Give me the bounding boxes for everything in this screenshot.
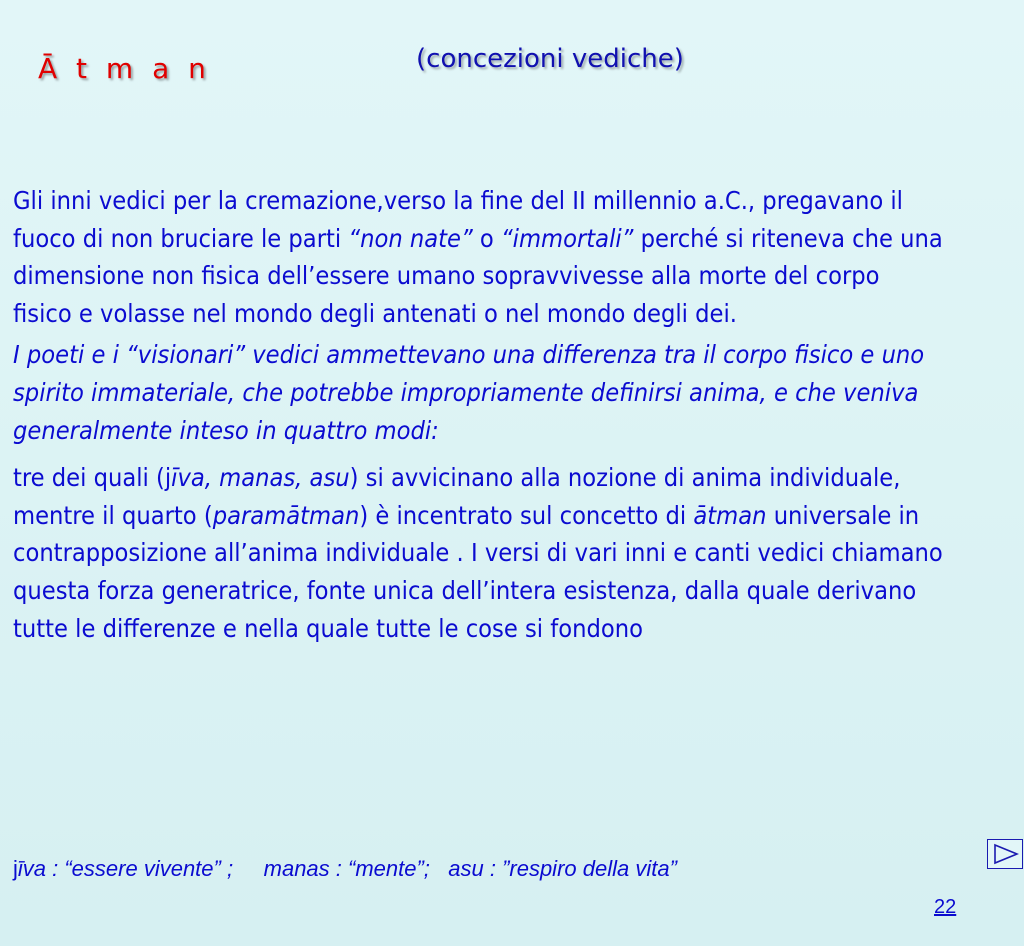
p3-text-e: ) è incentrato sul concetto di (359, 500, 694, 530)
slide-title: Ā t m a n (38, 52, 211, 85)
p3-text-g: universale in contrapposizione all’anima individuale . I versi di vari inni e canti vedici chiamano questa forza generatrice, fonte unica dell’intera esistenza, dalla quale derivano tutte le differenze e nella quale tutte le cose si fondono (13, 500, 943, 643)
p1-immortali: “immortali” (500, 223, 634, 253)
footnote-prefix: j (13, 856, 18, 881)
next-slide-button[interactable] (987, 839, 1023, 869)
paragraph-visionari: I poeti e i “visionari” vedici ammettevano una differenza tra il corpo fisico e uno spirito immateriale, che potrebbe impropriamente definirsi anima, e che veniva generalmente inteso in quattro modi: (13, 340, 925, 445)
paragraph-cremation (13, 182, 943, 332)
play-triangle-icon (993, 843, 1019, 865)
p1-text-e: perché si riteneva che una dimensione non fisica dell’essere umano sopravvivesse alla morte del corpo fisico e volasse nel mondo degli antenati o nel mondo degli dei. (13, 223, 943, 328)
p3-text-a: tre dei quali (j (13, 463, 172, 493)
p1-text-c: o (472, 223, 501, 253)
p3-terms: īva, manas, asu (171, 463, 350, 493)
p3-atman: ātman (693, 500, 767, 530)
p3-text-c: ) si avvicinano alla nozione di anima individuale, mentre il quarto ( (13, 463, 901, 530)
p1-non-nate: “non nate” (348, 223, 473, 253)
slide-body (13, 182, 943, 647)
page-number: 22 (934, 896, 957, 918)
slide-subtitle: (concezioni vediche) (416, 44, 684, 74)
paragraph-quattro-modi (13, 459, 943, 647)
p3-paramatman: paramātman (212, 500, 360, 530)
footnote-glossary (13, 856, 677, 882)
p1-text-a: Gli inni vedici per la cremazione,verso la fine del II millennio a.C., pregavano il fuoco di non bruciare le parti (13, 186, 903, 253)
footnote-text: īva : “essere vivente” ; manas : “mente”; asu : ”respiro della vita” (17, 856, 677, 881)
